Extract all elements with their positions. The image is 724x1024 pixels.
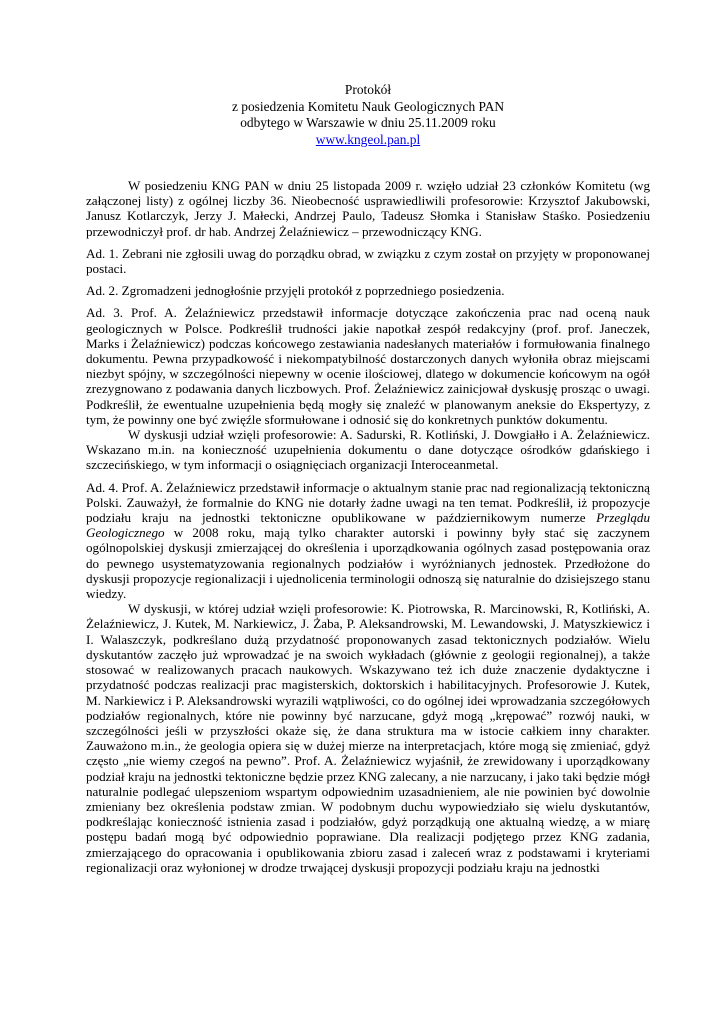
journal-title: Przeglądu Geologicznego xyxy=(86,510,650,541)
item-1-paragraph: Ad. 1. Zebrani nie zgłosili uwag do porządku obrad, w związku z czym został on przyjęty w proponowanej postaci. xyxy=(86,245,650,277)
meeting-date-line: odbytego w Warszawie w dniu 25.11.2009 roku xyxy=(240,115,496,130)
document-header xyxy=(86,82,650,148)
item-4-discussion-paragraph: W dyskusji, w której udział wzięli profesorowie: K. Piotrowska, R. Marcinowski, R, Kotliński, A. Żelaźniewicz, J. Kutek, M. Narkiewicz, J. Żaba, P. Aleksandrowski, M. Lewandowski, J. Matyszkiewicz i I. Walaszczyk, podkreślano dużą przydatność proponowanych zasad tektonicznych podziałów. Wielu dyskutantów zaczęło już wprowadzać je na swoich wykładach (głównie z geologii regionalnej), a także stosować w realizowanych pracach naukowych. Wskazywano też ich duże znaczenie dydaktyczne i przydatność podczas realizacji prac magisterskich, doktorskich i habilitacyjnych. Profesorowie J. Kutek, M. Narkiewicz i P. Aleksandrowski wyrazili wątpliwości, co do ogólnej idei wprowadzania szczegółowych podziałów regionalnych, które nie powinny być narzucane, gdyż mogą „krępować” rozwój nauki, w szczególności jeśli w przyszłości okaże się, że dana struktura ma w istocie całkiem inny charakter. Zauważono m.in., że geologia opiera się w dużej mierze na interpretacjach, które mogą się zmieniać, gdyż często „nie wiemy czegoś na pewno”. Prof. A. Żelaźniewicz wyjaśnił, że zrewidowany i uporządkowany podział kraju na jednostki tektoniczne będzie przez KNG zalecany, a nie narzucany, i jako taki będzie mógł naturalnie podlegać ulepszeniom wspartym odpowiednim uzasadnieniem, ale nie powinien być dowolnie zmieniany bez określenia podstaw zmian. W podobnym duchu wypowiedziało się wielu dyskutantów, podkreślając konieczność istnienia zasad i podziałów, gdyż porządkują one aktualną wiedzę, a w miarę postępu badań mogą być odpowiednio poprawiane. Dla realizacji podjętego przez KNG zadania, zmierzającego do opracowania i opublikowania zbioru zasad i zaleceń wraz z podstawami i kryteriami regionalizacji oraz wyłonionej w drodze trwającej dyskusji propozycji podziału kraju na jednostki xyxy=(86,601,650,875)
item-3-discussion-paragraph: W dyskusji udział wzięli profesorowie: A. Sadurski, R. Kotliński, J. Dowgiałło i A. Żelaźniewicz. Wskazano m.in. na konieczność uzupełnienia dokumentu o dane dotyczące ośrodków gdańskiego i szczecińskiego, w tym informacji o osiągnięciach organizacji Interoceanmetal. xyxy=(86,427,650,473)
item-4-text-end: w 2008 roku, mają tylko charakter autorski i powinny były stać się zaczynem ogólnopolskiej dyskusji zmierzającej do określenia i uporządkowania ogólnych zasad postępowania oraz do pewnego usystematyzowania regionalnych podziałów i wyróżnianych jednostek. Przedłożone do dyskusji propozycje regionalizacji i ujednolicenia terminologii odnoszą się naturalnie do dzisiejszego stanu wiedzy. xyxy=(86,525,650,602)
intro-paragraph: W posiedzeniu KNG PAN w dniu 25 listopada 2009 r. wzięło udział 23 członków Komitetu (wg załączonej listy) z ogólnej liczby 36. Nieobecność usprawiedliwili profesorowie: Krzysztof Jakubowski, Janusz Kotlarczyk, Jerzy J. Małecki, Andrzej Paulo, Tadeusz Słomka i Stanisław Staśko. Posiedzeniu przewodniczył prof. dr hab. Andrzej Żelaźniewicz – przewodniczący KNG. xyxy=(86,178,650,239)
item-3-paragraph: Ad. 3. Prof. A. Żelaźniewicz przedstawił informacje dotyczące zakończenia prac nad oceną nauk geologicznych w Polsce. Podkreślił trudności jakie napotkał zespół redakcyjny (prof. prof. Janeczek, Marks i Żelaźniewicz) podczas końcowego zestawiania nadesłanych materiałów i formułowania finalnego dokumentu. Pewna przypadkowość i niekompatybilność dostarczonych danych wyłoniła obraz miejscami niezbyt spójny, w szczególności niepewny w ocenie ilościowej, dlatego w dokumencie końcowym na ogół zrezygnowano z podawania danych liczbowych. Prof. Żelaźniewicz zainicjował dyskusję prosząc o uwagi. Podkreślił, że ewentualne uzupełnienia będą mogły się znaleźć w planowanym aneksie do Ekspertyzy, z tym, że powinny one być zwięźle sformułowane i odnosić się do konkretnych punktów dokumentu. xyxy=(86,305,650,427)
website-link[interactable]: www.kngeol.pan.pl xyxy=(315,131,421,147)
document-title: Protokół xyxy=(344,82,392,97)
item-4-text-start: Ad. 4. Prof. A. Żelaźniewicz przedstawił informacje o aktualnym stanie prac nad regionalizacją tektoniczną Polski. Zauważył, że formalnie do KNG nie dotarły żadne uwagi na ten temat. Podkreślił, iż propozycje podziału kraju na jednostki tektoniczne opublikowane w październikowym numerze xyxy=(86,479,650,526)
item-4-paragraph xyxy=(86,480,650,602)
document-page xyxy=(86,82,650,875)
document-subtitle: z posiedzenia Komitetu Nauk Geologicznych PAN xyxy=(231,98,505,114)
item-2-paragraph: Ad. 2. Zgromadzeni jednogłośnie przyjęli protokół z poprzedniego posiedzenia. xyxy=(86,283,505,299)
